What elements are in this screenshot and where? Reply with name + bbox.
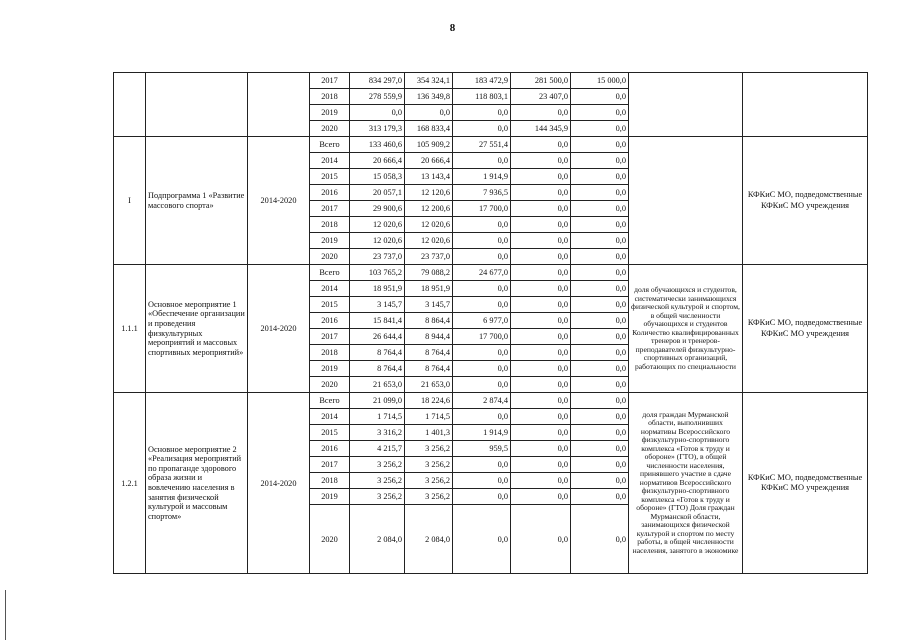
item-name: Основное мероприятие 2 «Реализация мероприятий по пропаганде здорового образа жизни и вовлечению населения в занятия физической культурой и массовым спортом» <box>146 393 248 574</box>
amount-cell: 2 874,4 <box>453 393 511 409</box>
year-cell: 2014 <box>310 153 350 169</box>
amount-cell: 0,0 <box>453 377 511 393</box>
amount-cell: 281 500,0 <box>511 73 571 89</box>
amount-cell: 21 653,0 <box>350 377 405 393</box>
amount-cell: 23 407,0 <box>511 89 571 105</box>
amount-cell: 0,0 <box>571 425 629 441</box>
year-cell: 2020 <box>310 505 350 574</box>
amount-cell: 21 653,0 <box>405 377 453 393</box>
amount-cell: 0,0 <box>511 473 571 489</box>
item-indicator: доля граждан Мурманской области, выполнивших нормативы Всероссийского физкультурно-спортивного комплекса «Готов к труду и обороне» (ГТО), в общей численности населения, принявшего участие в сдаче нормативов Всероссийского физкультурно-спортивного комплекса «Готов к труду и обороне» (ГТО) Доля граждан Мурманской области, занимающихся физической культурой и спортом по месту работы, в общей численности населения, занятого в экономике <box>629 393 743 574</box>
year-cell: Всего <box>310 137 350 153</box>
year-cell: 2017 <box>310 457 350 473</box>
budget-table <box>113 72 868 574</box>
amount-cell: 0,0 <box>571 169 629 185</box>
amount-cell: 278 559,9 <box>350 89 405 105</box>
amount-cell: 0,0 <box>511 201 571 217</box>
amount-cell: 15 841,4 <box>350 313 405 329</box>
year-cell: 2015 <box>310 169 350 185</box>
amount-cell: 103 765,2 <box>350 265 405 281</box>
year-cell: 2016 <box>310 185 350 201</box>
table-row <box>114 137 868 153</box>
amount-cell: 8 864,4 <box>405 313 453 329</box>
amount-cell: 12 020,6 <box>350 233 405 249</box>
amount-cell: 0,0 <box>571 313 629 329</box>
amount-cell: 313 179,3 <box>350 121 405 137</box>
amount-cell: 0,0 <box>571 233 629 249</box>
amount-cell: 0,0 <box>571 489 629 505</box>
year-cell: 2015 <box>310 425 350 441</box>
item-period: 2014-2020 <box>248 265 310 393</box>
amount-cell: 0,0 <box>453 297 511 313</box>
amount-cell: 0,0 <box>511 425 571 441</box>
amount-cell: 0,0 <box>405 105 453 121</box>
amount-cell: 1 714,5 <box>350 409 405 425</box>
amount-cell: 0,0 <box>453 457 511 473</box>
amount-cell: 0,0 <box>511 217 571 233</box>
item-number: I <box>114 137 146 265</box>
item-indicator <box>629 137 743 265</box>
amount-cell: 18 951,9 <box>405 281 453 297</box>
year-cell: 2019 <box>310 105 350 121</box>
amount-cell: 8 764,4 <box>405 345 453 361</box>
amount-cell: 0,0 <box>453 345 511 361</box>
amount-cell: 0,0 <box>453 409 511 425</box>
amount-cell: 0,0 <box>571 329 629 345</box>
amount-cell: 8 764,4 <box>405 361 453 377</box>
amount-cell: 0,0 <box>571 201 629 217</box>
year-cell: Всего <box>310 265 350 281</box>
amount-cell: 834 297,0 <box>350 73 405 89</box>
amount-cell: 17 700,0 <box>453 329 511 345</box>
amount-cell: 0,0 <box>511 153 571 169</box>
amount-cell: 8 764,4 <box>350 345 405 361</box>
amount-cell: 118 803,1 <box>453 89 511 105</box>
amount-cell: 0,0 <box>453 505 511 574</box>
num-cell <box>114 73 146 137</box>
amount-cell: 0,0 <box>511 185 571 201</box>
year-cell: 2017 <box>310 201 350 217</box>
amount-cell: 27 551,4 <box>453 137 511 153</box>
year-cell: 2020 <box>310 249 350 265</box>
amount-cell: 0,0 <box>571 393 629 409</box>
amount-cell: 3 316,2 <box>350 425 405 441</box>
amount-cell: 3 256,2 <box>405 457 453 473</box>
amount-cell: 168 833,4 <box>405 121 453 137</box>
amount-cell: 24 677,0 <box>453 265 511 281</box>
amount-cell: 0,0 <box>511 249 571 265</box>
amount-cell: 0,0 <box>511 233 571 249</box>
amount-cell: 959,5 <box>453 441 511 457</box>
item-executor: КФКиС МО, подведомственные КФКиС МО учреждения <box>743 137 868 265</box>
amount-cell: 12 120,6 <box>405 185 453 201</box>
amount-cell: 79 088,2 <box>405 265 453 281</box>
item-indicator: доля обучающихся и студентов, систематически занимающихся физической культурой и спортом, в общей численности обучающихся и студентов Количество квалифицированных тренеров и тренеров-преподавателей физкультурно-спортивных организаций, работающих по специальности <box>629 265 743 393</box>
amount-cell: 0,0 <box>511 169 571 185</box>
amount-cell: 17 700,0 <box>453 201 511 217</box>
amount-cell: 0,0 <box>511 457 571 473</box>
amount-cell: 20 666,4 <box>350 153 405 169</box>
amount-cell: 0,0 <box>511 345 571 361</box>
year-cell: 2014 <box>310 281 350 297</box>
amount-cell: 3 256,2 <box>350 473 405 489</box>
amount-cell: 0,0 <box>511 105 571 121</box>
amount-cell: 0,0 <box>571 121 629 137</box>
year-cell: 2016 <box>310 441 350 457</box>
item-period: 2014-2020 <box>248 393 310 574</box>
amount-cell: 105 909,2 <box>405 137 453 153</box>
amount-cell: 0,0 <box>511 505 571 574</box>
year-cell: 2020 <box>310 377 350 393</box>
amount-cell: 0,0 <box>511 489 571 505</box>
item-number: 1.1.1 <box>114 265 146 393</box>
year-cell: 2014 <box>310 409 350 425</box>
amount-cell: 0,0 <box>571 249 629 265</box>
amount-cell: 12 020,6 <box>405 217 453 233</box>
amount-cell: 0,0 <box>511 137 571 153</box>
amount-cell: 21 099,0 <box>350 393 405 409</box>
amount-cell: 0,0 <box>511 393 571 409</box>
amount-cell: 8 944,4 <box>405 329 453 345</box>
executor-cell <box>743 73 868 137</box>
amount-cell: 0,0 <box>571 137 629 153</box>
amount-cell: 136 349,8 <box>405 89 453 105</box>
amount-cell: 0,0 <box>571 89 629 105</box>
amount-cell: 3 256,2 <box>405 441 453 457</box>
amount-cell: 0,0 <box>453 361 511 377</box>
item-executor: КФКиС МО, подведомственные КФКиС МО учреждения <box>743 393 868 574</box>
amount-cell: 3 256,2 <box>405 473 453 489</box>
amount-cell: 0,0 <box>453 153 511 169</box>
item-executor: КФКиС МО, подведомственные КФКиС МО учреждения <box>743 265 868 393</box>
amount-cell: 183 472,9 <box>453 73 511 89</box>
amount-cell: 23 737,0 <box>350 249 405 265</box>
amount-cell: 0,0 <box>571 217 629 233</box>
amount-cell: 3 256,2 <box>350 489 405 505</box>
amount-cell: 0,0 <box>453 121 511 137</box>
page-number: 8 <box>449 22 456 34</box>
amount-cell: 0,0 <box>571 345 629 361</box>
period-cell <box>248 73 310 137</box>
amount-cell: 0,0 <box>571 297 629 313</box>
amount-cell: 2 084,0 <box>405 505 453 574</box>
amount-cell: 0,0 <box>571 377 629 393</box>
year-cell: 2015 <box>310 297 350 313</box>
amount-cell: 0,0 <box>511 281 571 297</box>
amount-cell: 3 256,2 <box>405 489 453 505</box>
item-name: Основное мероприятие 1 «Обеспечение организации и проведения физкультурных мероприятий и массовых спортивных мероприятий» <box>146 265 248 393</box>
amount-cell: 0,0 <box>571 153 629 169</box>
amount-cell: 0,0 <box>571 409 629 425</box>
year-cell: 2019 <box>310 233 350 249</box>
amount-cell: 3 145,7 <box>350 297 405 313</box>
amount-cell: 0,0 <box>571 457 629 473</box>
amount-cell: 26 644,4 <box>350 329 405 345</box>
amount-cell: 3 145,7 <box>405 297 453 313</box>
amount-cell: 0,0 <box>571 361 629 377</box>
amount-cell: 0,0 <box>511 313 571 329</box>
amount-cell: 0,0 <box>511 441 571 457</box>
table-row <box>114 265 868 281</box>
year-cell: 2018 <box>310 217 350 233</box>
amount-cell: 3 256,2 <box>350 457 405 473</box>
item-period: 2014-2020 <box>248 137 310 265</box>
amount-cell: 1 914,9 <box>453 425 511 441</box>
amount-cell: 0,0 <box>571 473 629 489</box>
amount-cell: 0,0 <box>571 185 629 201</box>
amount-cell: 29 900,6 <box>350 201 405 217</box>
amount-cell: 23 737,0 <box>405 249 453 265</box>
amount-cell: 1 714,5 <box>405 409 453 425</box>
amount-cell: 0,0 <box>511 297 571 313</box>
amount-cell: 0,0 <box>453 489 511 505</box>
amount-cell: 15 058,3 <box>350 169 405 185</box>
amount-cell: 13 143,4 <box>405 169 453 185</box>
amount-cell: 15 000,0 <box>571 73 629 89</box>
item-name: Подпрограмма 1 «Развитие массового спорта» <box>146 137 248 265</box>
year-cell: 2019 <box>310 361 350 377</box>
amount-cell: 12 020,6 <box>405 233 453 249</box>
item-number: 1.2.1 <box>114 393 146 574</box>
year-cell: 2019 <box>310 489 350 505</box>
year-cell: 2018 <box>310 89 350 105</box>
table-row <box>114 393 868 409</box>
table-row <box>114 73 868 89</box>
year-cell: 2018 <box>310 345 350 361</box>
year-cell: 2017 <box>310 73 350 89</box>
amount-cell: 0,0 <box>453 281 511 297</box>
indicator-cell <box>629 73 743 137</box>
year-cell: Всего <box>310 393 350 409</box>
amount-cell: 12 020,6 <box>350 217 405 233</box>
year-cell: 2016 <box>310 313 350 329</box>
amount-cell: 0,0 <box>453 249 511 265</box>
amount-cell: 0,0 <box>453 233 511 249</box>
year-cell: 2017 <box>310 329 350 345</box>
amount-cell: 0,0 <box>571 105 629 121</box>
amount-cell: 2 084,0 <box>350 505 405 574</box>
amount-cell: 0,0 <box>453 473 511 489</box>
amount-cell: 0,0 <box>511 361 571 377</box>
amount-cell: 1 914,9 <box>453 169 511 185</box>
amount-cell: 144 345,9 <box>511 121 571 137</box>
amount-cell: 0,0 <box>571 265 629 281</box>
page-edge-line <box>5 590 6 640</box>
amount-cell: 0,0 <box>453 217 511 233</box>
amount-cell: 1 401,3 <box>405 425 453 441</box>
amount-cell: 0,0 <box>571 441 629 457</box>
amount-cell: 20 057,1 <box>350 185 405 201</box>
amount-cell: 354 324,1 <box>405 73 453 89</box>
amount-cell: 12 200,6 <box>405 201 453 217</box>
amount-cell: 0,0 <box>453 105 511 121</box>
year-cell: 2018 <box>310 473 350 489</box>
amount-cell: 8 764,4 <box>350 361 405 377</box>
amount-cell: 6 977,0 <box>453 313 511 329</box>
amount-cell: 18 224,6 <box>405 393 453 409</box>
amount-cell: 0,0 <box>571 505 629 574</box>
amount-cell: 20 666,4 <box>405 153 453 169</box>
name-cell <box>146 73 248 137</box>
amount-cell: 18 951,9 <box>350 281 405 297</box>
amount-cell: 0,0 <box>511 329 571 345</box>
amount-cell: 0,0 <box>350 105 405 121</box>
amount-cell: 0,0 <box>571 281 629 297</box>
year-cell: 2020 <box>310 121 350 137</box>
amount-cell: 0,0 <box>511 265 571 281</box>
amount-cell: 133 460,6 <box>350 137 405 153</box>
amount-cell: 4 215,7 <box>350 441 405 457</box>
amount-cell: 0,0 <box>511 409 571 425</box>
amount-cell: 7 936,5 <box>453 185 511 201</box>
amount-cell: 0,0 <box>511 377 571 393</box>
